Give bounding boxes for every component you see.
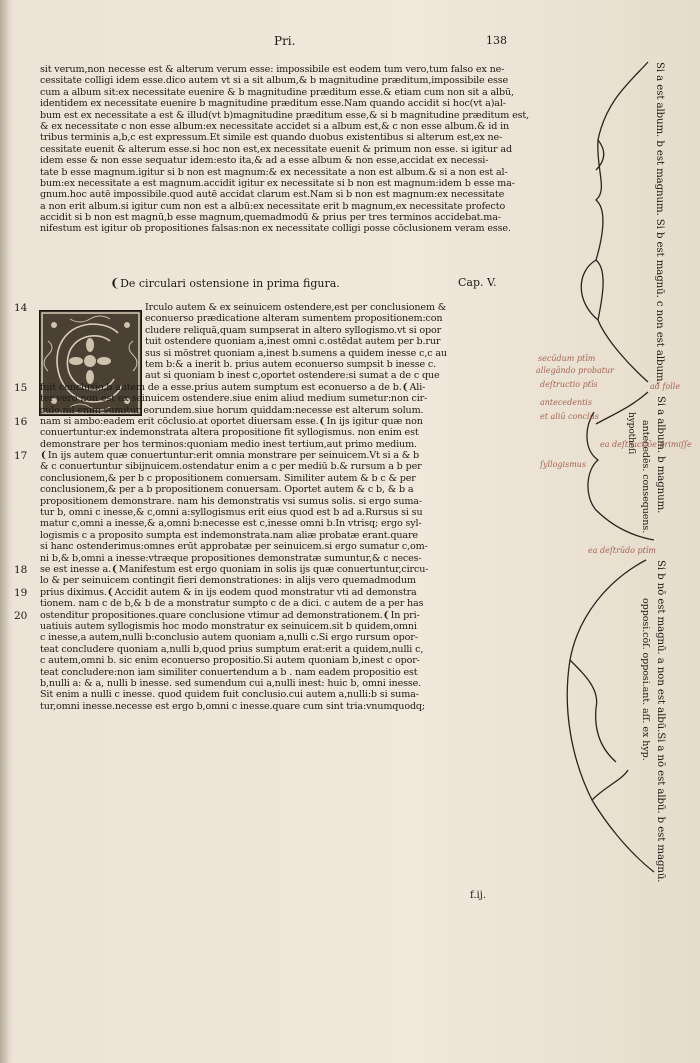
text-line: ostenditur propositiones.quare conclusione vtimur ad demonstrationem.❨In pri- xyxy=(40,609,420,621)
text-line: teat concludere quoniam a,nulli b,quod prius sumptum erat:erit a quidem,nulli c, xyxy=(40,643,424,655)
line-number: 16 xyxy=(14,416,28,428)
text-line: ni b,& b,omni a inesse:vtræque propositiones demonstratæ sumuntur,& c neces- xyxy=(40,552,422,564)
text-line: sus si mōstret quoniam a,inest b.sumens a quidem inesse c,c au xyxy=(145,347,447,359)
diagram-label-2c: hypotheſi xyxy=(626,412,636,455)
text-line: conuertuntur:ex indemonstrata altera propositione fit syllogismus. non enim est xyxy=(40,427,419,439)
paragraph-mark: ❨ xyxy=(110,276,121,290)
chapter-number: Cap. V. xyxy=(458,276,497,289)
text-line: bum:ex necessitate a est magnum.accidit igitur ex necessitate si b non est magnum:idem b esse ma- xyxy=(40,177,515,189)
text-line: ter vero non est ex seinuicem ostendere.siue enim aliud medium sumetur:non cir- xyxy=(40,393,428,405)
marginal-note: antecedentis xyxy=(540,398,592,407)
line-number: 17 xyxy=(14,450,28,463)
text-line: c autem,omni b. sic enim econuerso propositio.Si autem quoniam b,inest c opor- xyxy=(40,655,420,667)
text-line: tate b esse magnum.igitur si b non est magnum:& ex necessitate a non est album.& si a non est al- xyxy=(40,166,508,178)
text-line: econuerso prædicatione alteram sumentem propositionem:con xyxy=(145,313,443,325)
diagram-label-3b: opposi.cōſ. opposi.ant. aſſ. ex hyp. xyxy=(640,598,651,761)
text-line: Sit enim a nulli c inesse. quod quidem fuit conclusio.cui autem a,nulli:b si suma- xyxy=(40,689,419,701)
marginal-note: ea deſtrūdo ptīm xyxy=(588,546,657,555)
diagram-label-2b: antecedēs. consequens. xyxy=(640,420,651,534)
text-line: accidit si b non est magnū,b esse magnum,quemadmodū & prius per tres terminos accidebat.ma- xyxy=(40,212,501,224)
marginal-note: secūdum ptīm xyxy=(538,354,596,363)
text-line: logismis c a proposito sumpta est indemonstrata.nam aliæ probatæ erant.quare xyxy=(40,529,418,541)
text-line: uatiuis autem syllogismis hoc modo monstratur ex seinuicem.sit b quidem,omni xyxy=(40,620,417,632)
text-line: tionem. nam c de b,& b de a monstratur sumpto c de a dici. c autem de a per has xyxy=(40,598,424,610)
text-line: matur c,omni a inesse,& a,omni b:necesse est c,inesse omni b.In vtrisq; ergo syl- xyxy=(40,518,422,530)
text-line: nifestum est igitur ob propositiones falsas:non ex necessitate colligi posse cōclusionem veram esse. xyxy=(40,223,511,235)
diagram-label-1: Si a est album. b est magnum. Si b est magnū. c non est album. xyxy=(654,62,665,385)
text-line: tur,omni inesse.necesse est ergo b,omni c inesse.quare cum sint tria:vnumquodq; xyxy=(40,700,426,712)
text-line: Irculo autem & ex seinuicem ostendere,est per conclusionem & xyxy=(145,302,447,313)
text-line: prius diximus.❨Accidit autem & in ijs eodem quod monstratur vti ad demonstra xyxy=(40,586,417,598)
text-line: fuit conclusio,b autem de a esse.prius autem sumptum est econuerso a de b.❨Ali- xyxy=(40,381,426,393)
text-line: lo & per seinuicem contingit fieri demonstrationes: in alijs vero quemadmodum xyxy=(40,575,416,587)
text-line: demonstrare per hos terminos:quoniam medio inest tertium,aut primo medium. xyxy=(40,438,417,450)
text-line: a non erit album.si igitur cum non est a albū:ex necessitate erit b magnum,ex necessitate profecto xyxy=(40,200,506,212)
text-line: cessitate euenit & alterum esse.si hoc non est,ex necessitate euenit & primum non esse. si igitur ad xyxy=(40,143,512,155)
signature-mark: f.ij. xyxy=(470,890,487,901)
text-line: gnum.hoc autē impossibile.quod autē accidat clarum est.Nam si b non est magnum:ex necessitate xyxy=(40,189,505,201)
text-line: teat concludere:non iam similiter conuertendum a b . nam eadem propositio est xyxy=(40,666,418,678)
marginal-note: allegāndo probatur xyxy=(536,366,614,375)
text-line: nam si ambo:eadem erit cōclusio.at oportet diuersam esse.❨In ijs igitur quæ non xyxy=(40,415,423,427)
bracket-curves xyxy=(536,40,700,900)
text-line: & c conuertuntur sibijnuicem.ostendatur enim a c per mediū b.& rursum a b per xyxy=(40,461,422,473)
chapter-title xyxy=(110,276,340,290)
text-line: c inesse,a autem,nulli b:conclusio autem quoniam a,nulli c.Si ergo rursum opor- xyxy=(40,632,418,644)
text-line: conclusionem,& per b c propositionem conuersam. Similiter autem & b c & per xyxy=(40,472,416,484)
text-line: aut si quoniam b inest c,oportet ostendere:si sumat a de c que xyxy=(145,370,440,382)
line-number: 18 xyxy=(14,564,28,577)
chapter-text xyxy=(40,302,540,712)
text-line: tuit ostendere quoniam a,inest omni c.ostēdat autem per b.rur xyxy=(145,336,441,348)
text-line: sit verum,non necesse est & alterum verum esse: impossibile est eodem tum vero,tum falso ex ne- xyxy=(40,64,505,75)
chapter-title-text: De circulari ostensione in prima figura. xyxy=(120,277,340,290)
text-line: se est inesse a.❨Manifestum est ergo quoniam in solis ijs quæ conuertuntur,circu- xyxy=(40,563,429,575)
diagram-label-2a: Si a album. b magnum. xyxy=(655,396,666,514)
line-number: 15 xyxy=(14,381,28,394)
marginal-note: et aliū conclus xyxy=(540,412,599,421)
text-line: & ex necessitate c non esse album:ex necessitate accidet si a album est,& c non esse album.& id in xyxy=(40,120,510,132)
folio-number: 138 xyxy=(486,34,507,47)
text-line: si hanc ostenderimus:omnes erūt approbatæ per seinuicem.si ergo sumatur c,om- xyxy=(40,541,428,553)
text-line: cum a album sit:ex necessitate euenire & b magnitudine præditum esse.& etiam cum non sit a albū, xyxy=(40,86,514,98)
text-line: b,nulli a: & a, nulli b inesse. sed sumendum cui a,nulli inest: huic b, omni inesse. xyxy=(40,677,422,689)
diagram-label-3a: Si b nō est magnū. a non est albū.Si a nō est albū. b est magnū. xyxy=(655,560,666,883)
text-line: bum est ex necessitate a est & illud(vt b)magnitudine præditum esse,& si b magnitudine præditum est, xyxy=(40,109,529,121)
line-number: 14 xyxy=(14,302,28,314)
text-line: conclusionem,& per a b propositionem conuersam. Oportet autem & c b, & b a xyxy=(40,484,414,496)
syllogism-bracket-diagram xyxy=(536,40,700,900)
line-number: 19 xyxy=(14,587,28,599)
text-line: culo.nil enim sumitur eorundem.siue horum quiddam:necesse est alterum solum. xyxy=(40,404,424,416)
marginal-note: ſyllogismus xyxy=(540,460,587,469)
text-line: tur b, omni c inesse,& c,omni a:syllogismus erit eius quod est b ad a.Rursus si su xyxy=(40,507,423,519)
running-head: Pri. xyxy=(274,34,296,48)
marginal-note: deſtructio ptīs xyxy=(540,380,598,389)
text-line: tem b:& a inerit b. prius autem econuerso sumpsit b inesse c. xyxy=(145,358,437,370)
text-line: identidem ex necessitate euenire b magnitudine præditum esse.Nam quando accidit si hoc(vt a)al- xyxy=(40,98,506,110)
text-line: propositionem demonstrare. nam his demonstratis vsi sumus solis. si ergo suma- xyxy=(40,495,422,507)
text-line: idem esse & non esse sequatur idem:esto ita,& ad a esse album & non esse,accidat ex necessi- xyxy=(40,155,489,167)
marginal-note: ad folle xyxy=(650,382,681,391)
line-number: 20 xyxy=(14,609,28,622)
opening-paragraph xyxy=(40,64,540,235)
marginal-note: ea deſtructiōe primiſſe xyxy=(600,440,692,449)
text-line: ❨In ijs autem quæ conuertuntur:erit omnia monstrare per seinuicem.Vt si a & b xyxy=(40,450,420,462)
text-line: cessitate colligi idem esse.dico autem vt si a sit album,& b magnitudine præditum,impossibile esse xyxy=(40,75,509,87)
text-line: cludere reliquā,quam sumpserat in altero syllogismo.vt si opor xyxy=(145,324,442,336)
chapter-heading xyxy=(0,276,540,292)
text-line: tribus terminis a,b,c est expressum.Et simile est quando duobus existentibus si alterum est,ex ne- xyxy=(40,132,503,144)
gutter-shadow xyxy=(0,0,10,1063)
